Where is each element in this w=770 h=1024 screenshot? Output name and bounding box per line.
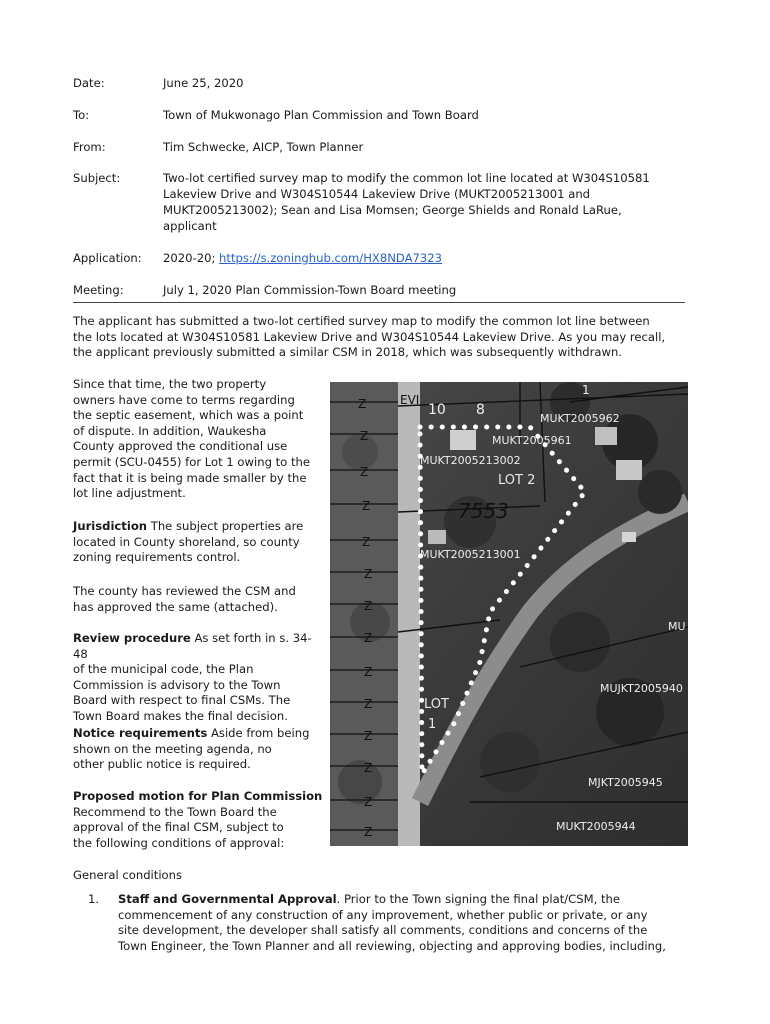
jurisdiction-heading: Jurisdiction — [73, 519, 148, 533]
notice-line: Aside from being — [210, 726, 310, 740]
zoning-label: Z — [364, 795, 373, 809]
general-conditions-heading: General conditions — [73, 868, 183, 882]
parcel-id-label: MUKT2005961 — [492, 434, 572, 447]
notice-paragraph — [73, 726, 323, 773]
motion-paragraph — [73, 789, 323, 851]
meeting-label: Meeting: — [73, 283, 124, 297]
subject-label: Subject: — [73, 171, 121, 185]
to-label: To: — [73, 108, 90, 122]
since-line: owners have come to terms regarding — [73, 392, 295, 407]
jurisdiction-line: The subject properties are — [150, 519, 304, 533]
intro-paragraph — [73, 314, 693, 361]
motion-line: Recommend to the Town Board the — [73, 804, 277, 819]
application-value — [163, 250, 683, 266]
lot-2-label: LOT 2 — [498, 473, 536, 488]
review-line: Commission is advisory to the Town — [73, 677, 281, 692]
subject-line: Lakeview Drive and W304S10544 Lakeview Drive (MUKT2005213001 and — [163, 187, 591, 201]
county-paragraph — [73, 584, 323, 615]
road-label: EVI — [400, 393, 420, 407]
since-line: of dispute. In addition, Waukesha — [73, 423, 267, 438]
jurisdiction-line: zoning requirements control. — [73, 550, 241, 565]
review-line: Board with respect to final CSMs. The — [73, 693, 291, 708]
jurisdiction-line: located in County shoreland, so county — [73, 534, 300, 549]
zoning-label: Z — [364, 825, 373, 839]
zoning-label: Z — [364, 665, 373, 679]
from-label: From: — [73, 140, 106, 154]
subject-value — [163, 170, 683, 234]
notice-heading: Notice requirements — [73, 726, 208, 740]
review-heading: Review procedure — [73, 631, 191, 645]
date-value: June 25, 2020 — [163, 76, 244, 90]
date-label: Date: — [73, 76, 105, 90]
motion-line: the following conditions of approval: — [73, 835, 285, 850]
since-line: lot line adjustment. — [73, 486, 186, 501]
subject-line: applicant — [163, 219, 217, 233]
zoning-label: Z — [364, 729, 373, 743]
since-line: the septic easement, which was a point — [73, 408, 304, 423]
zoning-label: Z — [364, 599, 373, 613]
to-value: Town of Mukwonago Plan Commission and Town Board — [163, 108, 479, 122]
aerial-map — [330, 382, 688, 846]
review-paragraph — [73, 631, 323, 725]
notice-line: shown on the meeting agenda, no — [73, 741, 272, 756]
lot-number-label: 1 — [582, 383, 590, 397]
parcel-id-label: MJKT2005945 — [588, 776, 663, 789]
from-value: Tim Schwecke, AICP, Town Planner — [163, 140, 364, 154]
zoning-label: Z — [362, 535, 371, 549]
since-line: permit (SCU-0455) for Lot 1 owing to the — [73, 454, 310, 469]
parcel-id-label: MUKT2005944 — [556, 820, 636, 833]
zoning-label: Z — [364, 697, 373, 711]
county-line: has approved the same (attached). — [73, 599, 278, 614]
since-line: fact that it is being made smaller by the — [73, 470, 307, 485]
condition-number: 1. — [88, 892, 100, 906]
subject-row — [73, 170, 693, 236]
review-line: of the municipal code, the Plan — [73, 662, 254, 677]
review-line: Town Board makes the final decision. — [73, 708, 288, 723]
subject-line: Two-lot certified survey map to modify the common lot line located at W304S10581 — [163, 171, 650, 185]
lot-number-label: 8 — [476, 402, 485, 418]
parcel-id-label: MUKT2005213001 — [420, 548, 521, 561]
notice-line: other public notice is required. — [73, 757, 251, 772]
header-divider — [73, 302, 685, 303]
condition-heading: Staff and Governmental Approval — [118, 892, 337, 906]
lot-number-label: 10 — [428, 402, 446, 418]
county-line: The county has reviewed the CSM and — [73, 584, 296, 598]
jurisdiction-paragraph — [73, 519, 323, 566]
since-line: County approved the conditional use — [73, 439, 288, 454]
zoning-label: Z — [362, 499, 371, 513]
application-label: Application: — [73, 251, 142, 265]
subject-line: MUKT2005213002); Sean and Lisa Momsen; George Shields and Ronald LaRue, — [163, 203, 622, 217]
zoning-label: Z — [364, 567, 373, 581]
review-line: As set forth in s. 34-48 — [73, 631, 312, 661]
zoning-label: Z — [364, 631, 373, 645]
since-line: Since that time, the two property — [73, 377, 267, 391]
motion-heading: Proposed motion for Plan Commission — [73, 789, 323, 803]
condition-line: commencement of any construction of any improvement, whether public or private, or any — [118, 907, 648, 922]
condition-line: . Prior to the Town signing the final plat/CSM, the — [336, 892, 621, 906]
intro-line: The applicant has submitted a two-lot certified survey map to modify the common lot line between — [73, 314, 650, 328]
zoning-label: Z — [360, 429, 369, 443]
since-paragraph — [73, 377, 323, 502]
zoning-label: Z — [364, 761, 373, 775]
intro-line: the lots located at W304S10581 Lakeview Drive and W304S10544 Lakeview Drive. As you may recall, — [73, 329, 666, 344]
parcel-id-label: MUKT2005962 — [540, 412, 620, 425]
lot-1-label: LOT — [424, 697, 449, 712]
application-number: 2020-20; — [163, 251, 216, 265]
house-number-label: 7553 — [458, 499, 509, 523]
parcel-id-label: MUKT2005213002 — [420, 454, 521, 467]
lot-1-number: 1 — [428, 717, 437, 732]
intro-line: the applicant previously submitted a similar CSM in 2018, which was subsequently withdrawn. — [73, 345, 623, 360]
condition-line: Town Engineer, the Town Planner and all reviewing, objecting and approving bodies, including, — [118, 938, 666, 953]
parcel-id-label: MU — [668, 620, 686, 633]
condition-text — [118, 892, 698, 954]
meeting-value: July 1, 2020 Plan Commission-Town Board meeting — [163, 283, 457, 297]
zoning-label: Z — [360, 465, 369, 479]
motion-line: approval of the final CSM, subject to — [73, 820, 284, 835]
zoninghub-link[interactable]: https://s.zoninghub.com/HX8NDA7323 — [219, 251, 443, 265]
condition-line: site development, the developer shall satisfy all comments, conditions and concerns of the — [118, 923, 648, 938]
parcel-id-label: MUJKT2005940 — [600, 682, 683, 695]
zoning-label: Z — [358, 397, 367, 411]
